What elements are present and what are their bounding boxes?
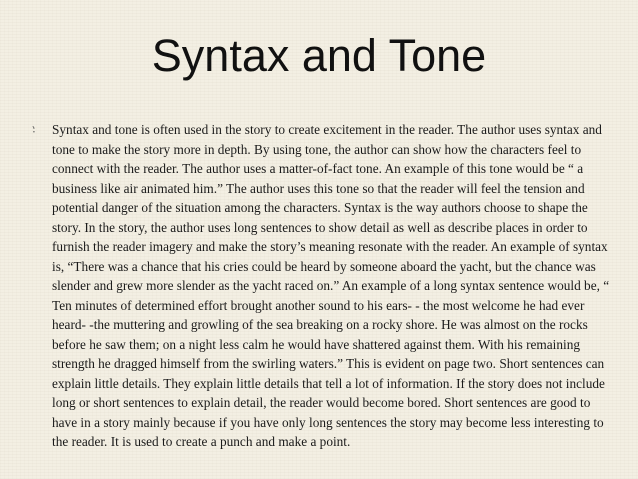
text-line: potential danger of the situation among the characters. Syntax is the way authors choose to shape the <box>52 200 588 215</box>
text-line: heard- -the muttering and growling of the sea breaking on a rocky shore. He was almost on the rocks <box>52 317 588 332</box>
text-line: strength he dragged himself from the swirling waters.” This is evident on page two. Short sentences can <box>52 356 605 371</box>
text-line: is, “There was a chance that his cries could be heard by someone aboard the yacht, but the chance was <box>52 258 596 274</box>
text-line: tone to make the story more in depth. By using tone, the author can show how the characters feel to <box>52 141 582 157</box>
text-line: before he saw them; on a night less calm he would have shattered against them. With his remaining <box>52 336 580 352</box>
text-line: the reader. It is used to create a punch and make a point. <box>52 434 351 449</box>
swash-bullet-icon: ⁏ <box>32 124 36 137</box>
text-line: story. In the story, the author uses long sentences to show detail as well as describe places in order to <box>52 219 588 235</box>
text-line: long or short sentences to explain detail, the reader would become bored. Short sentences are good to <box>52 395 591 410</box>
text-line: Ten minutes of determined effort brought another sound to his ears- - the most welcome he had ever <box>52 297 585 313</box>
slide-title: Syntax and Tone <box>151 30 487 81</box>
text-line: Syntax and tone is often used in the story to create excitement in the reader. The author uses syntax and <box>52 122 602 137</box>
text-line: business like air animated him.” The author uses this tone so that the reader will feel the tension and <box>52 180 585 196</box>
text-line: have in a story mainly because if you have only long sentences the story may become less interesting to <box>52 414 604 430</box>
text-line: slender and grew more slender as the yacht raced on.” An example of a long syntax sentence would be, “ <box>52 278 610 293</box>
body-paragraph <box>52 120 610 452</box>
text-line: explain little details. They explain little details that tell a lot of information. If the story does not include <box>52 375 605 391</box>
text-line: furnish the reader imagery and make the story’s meaning resonate with the reader. An example of syntax <box>52 239 608 254</box>
text-line: connect with the reader. The author uses a matter-of-fact tone. An example of this tone would be “ a <box>52 161 584 176</box>
slide-body <box>32 120 610 452</box>
